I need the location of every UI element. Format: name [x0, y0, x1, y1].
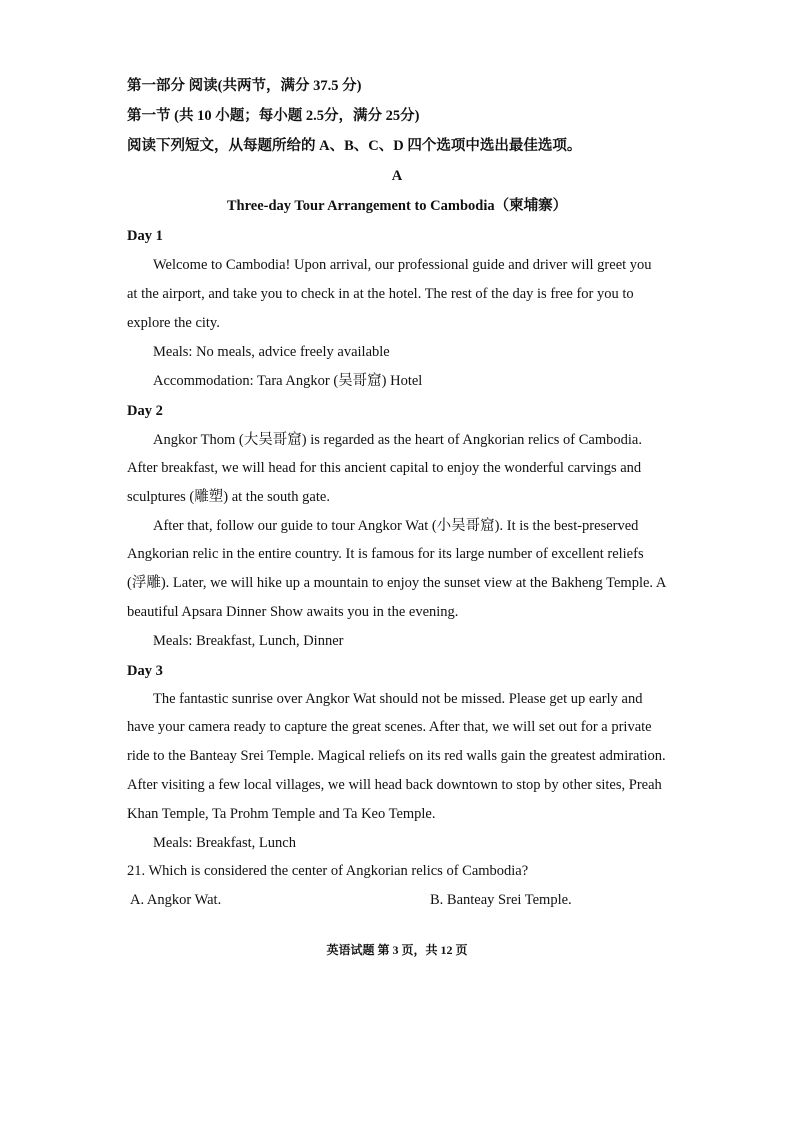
day3-line: ride to the Banteay Srei Temple. Magical reliefs on its red walls gain the greatest admiration. — [127, 748, 666, 764]
day1-line: at the airport, and take you to check in at the hotel. The rest of the day is free for you to — [127, 286, 634, 302]
day3-line: Khan Temple, Ta Prohm Temple and Ta Keo Temple. — [127, 806, 436, 822]
day2-meals: Meals: Breakfast, Lunch, Dinner — [153, 633, 344, 649]
day2-line: beautiful Apsara Dinner Show awaits you in the evening. — [127, 604, 459, 620]
day2-line: (浮雕). Later, we will hike up a mountain to enjoy the sunset view at the Bakheng Temple. A — [127, 575, 667, 591]
option-a[interactable]: A. Angkor Wat. — [130, 892, 222, 908]
day2-heading: Day 2 — [127, 403, 163, 419]
day1-line: Welcome to Cambodia! Upon arrival, our professional guide and driver will greet you — [153, 257, 652, 273]
day3-line: have your camera ready to capture the great scenes. After that, we will set out for a private — [127, 719, 652, 735]
day3-line: After visiting a few local villages, we will head back downtown to stop by other sites, Preah — [127, 777, 662, 793]
instruction-text: 阅读下列短文，从每题所给的 A、B、C、D 四个选项中选出最佳选项。 — [127, 138, 582, 154]
part-heading: 第一部分 阅读(共两节，满分 37.5 分) — [127, 78, 362, 94]
section-heading: 第一节 (共 10 小题；每小题 2.5分，满分 25分) — [127, 108, 420, 124]
day1-heading: Day 1 — [127, 228, 163, 244]
day2-line: After breakfast, we will head for this ancient capital to enjoy the wonderful carvings and — [127, 460, 642, 476]
day2-line: Angkor Thom (大吴哥窟) is regarded as the heart of Angkorian relics of Cambodia. — [153, 432, 642, 448]
day3-line: The fantastic sunrise over Angkor Wat should not be missed. Please get up early and — [153, 691, 643, 707]
day2-line: Angkorian relic in the entire country. It is famous for its large number of excellent reliefs — [127, 546, 644, 562]
page-footer: 英语试题 第 3 页，共 12 页 — [326, 943, 468, 957]
day2-line: sculptures (雕塑) at the south gate. — [127, 489, 330, 505]
day1-line: explore the city. — [127, 315, 220, 331]
option-b[interactable]: B. Banteay Srei Temple. — [430, 892, 572, 908]
day3-heading: Day 3 — [127, 663, 163, 679]
passage-title: Three-day Tour Arrangement to Cambodia（柬埔寨） — [226, 198, 568, 214]
day1-accommodation: Accommodation: Tara Angkor (吴哥窟) Hotel — [153, 373, 423, 389]
question-stem: 21. Which is considered the center of Angkorian relics of Cambodia? — [127, 863, 529, 879]
day1-meals: Meals: No meals, advice freely available — [153, 344, 390, 360]
day2-line: After that, follow our guide to tour Angkor Wat (小吴哥窟). It is the best-preserved — [153, 518, 639, 534]
day3-meals: Meals: Breakfast, Lunch — [153, 835, 296, 851]
passage-letter: A — [391, 168, 403, 184]
